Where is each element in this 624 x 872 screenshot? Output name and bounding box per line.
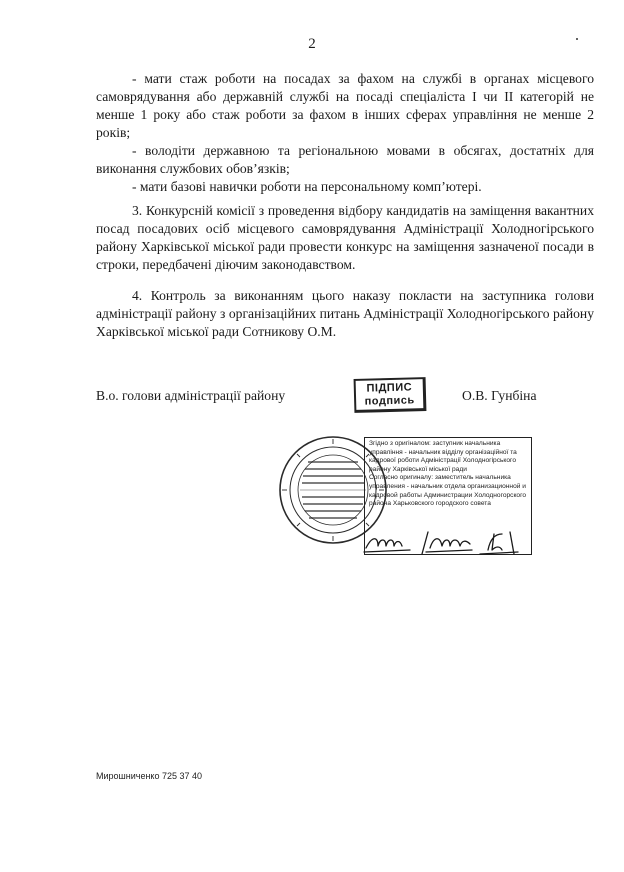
paragraph-item-4 bbox=[96, 287, 594, 341]
certification-ukrainian: Згідно з оригіналом: заступник начальника управління - начальник відділу організаційної та кадрової роботи Адміністрації Холодногірського району Харківської міської ради bbox=[369, 440, 517, 473]
paragraph-text: 4. Контроль за виконанням цього наказу покласти на заступника голови адміністрації району з організаційних питань Адміністрації Холодногірського району Харківської міської ради Сотникову О.М. bbox=[96, 288, 594, 339]
footer-contact: Мирошниченко 725 37 40 bbox=[96, 771, 203, 781]
stamp-line: ПІДПИС bbox=[366, 381, 413, 395]
certification-russian: Согласно оригиналу: заместитель начальника управления - начальник отдела организационной и кадровой работы Администрации Холодногорского района Харьковского городского совета bbox=[369, 474, 527, 508]
scan-speck bbox=[576, 38, 578, 40]
requirement-item: - володіти державною та регіональною мовами в обсягах, достатніх для виконання службових обов’язків; bbox=[96, 143, 594, 176]
stamp-line: подпись bbox=[364, 394, 415, 408]
signature-stamp bbox=[354, 377, 427, 413]
handwritten-signature bbox=[362, 528, 522, 556]
signatory-position: В.о. голови адміністрації району bbox=[96, 388, 286, 403]
requirement-item: - мати базові навички роботи на персональному комп’ютері. bbox=[132, 179, 482, 194]
paragraph-text: 3. Конкурсній комісії з проведення відбору кандидатів на заміщення вакантних посад посадових осіб місцевого самоврядування Адміністрації Холодногірського району Харківської міської ради провести конкурс на заміщення зазначеної посади в строки, передбачені діючим законодавством. bbox=[96, 203, 594, 272]
paragraph-item-3 bbox=[96, 202, 594, 274]
signatory-name: О.В. Гунбіна bbox=[462, 388, 537, 403]
requirement-item: - мати стаж роботи на посадах за фахом на службі в органах місцевого самоврядування або державній службі на посаді спеціаліста І чи ІІ категорій не менше 1 року або стаж роботи за фахом в інших сферах управління не менше 2 років; bbox=[96, 71, 594, 140]
requirements-list bbox=[96, 70, 594, 196]
page-number: 2 bbox=[308, 36, 316, 52]
signature-block bbox=[96, 381, 594, 417]
